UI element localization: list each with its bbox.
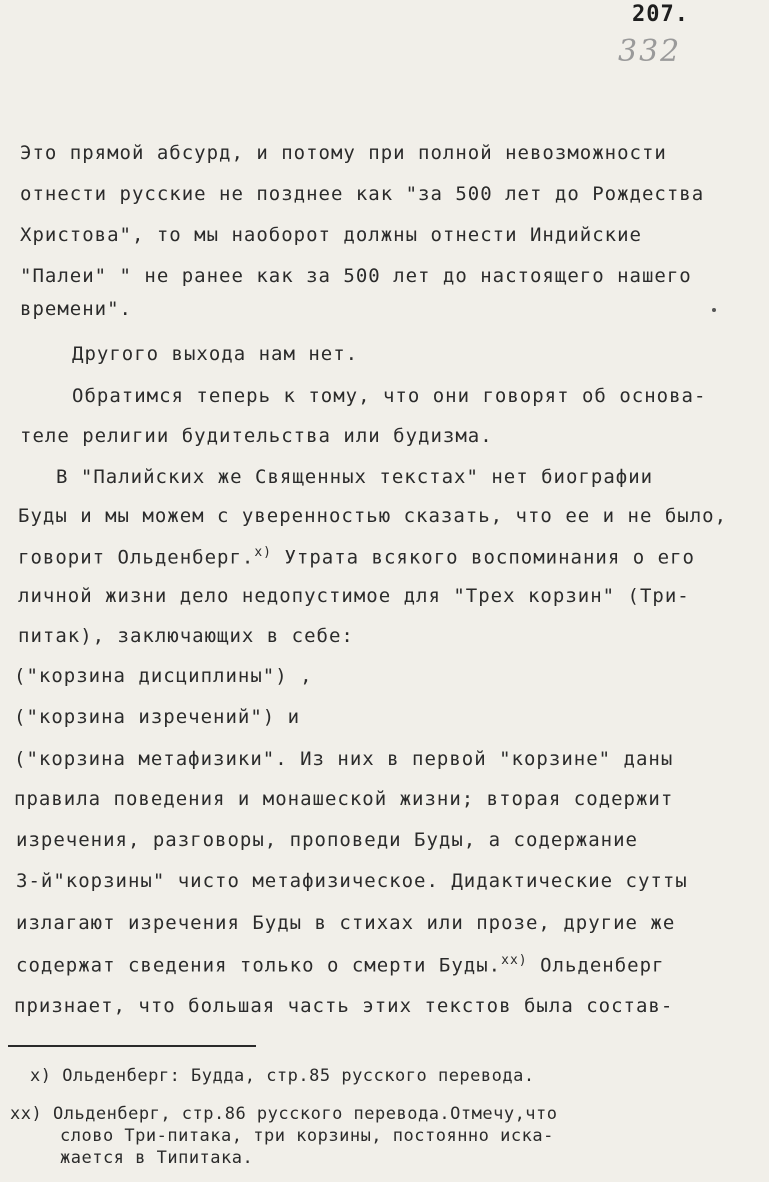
text-line: Христова", то мы наоборот должны отнести Индийские — [20, 224, 642, 246]
text-line: правила поведения и монашеской жизни; вторая содержит — [14, 788, 674, 810]
footnote-mark: x) — [30, 1066, 52, 1086]
footnote-2 — [10, 1104, 558, 1124]
footnote-text: Ольденберг, стр.86 русского перевода.Отмечу,что — [52, 1104, 558, 1124]
footnote-mark: xx) — [10, 1104, 43, 1124]
text-line: времени". — [20, 298, 132, 320]
text-line: личной жизни дело недопустимое для "Трех корзин" (Три- — [18, 585, 690, 607]
text-line: 3-й"корзины" чисто метафизическое. Дидактические сутты — [16, 870, 688, 892]
text-line: питак), заключающих в себе: — [18, 625, 354, 647]
text-line: Буды и мы можем с уверенностью сказать, что ее и не было, — [18, 505, 728, 527]
text-line: признает, что большая часть этих текстов была состав- — [14, 995, 674, 1017]
author-reference: Ольденберг — [540, 954, 665, 977]
text-line: ("корзина изречений") и — [14, 706, 301, 728]
footnote-2-continuation: жается в Типитака. — [60, 1148, 254, 1168]
author-reference: говорит Ольденберг. — [18, 546, 255, 569]
text-line: ("корзина дисциплины") , — [14, 665, 313, 687]
footnote-1 — [30, 1066, 535, 1086]
footnote-2-continuation: слово Три-питака, три корзины, постоянно иска- — [60, 1126, 554, 1146]
footnote-mark: x) — [254, 545, 272, 560]
text-line — [16, 953, 664, 976]
footnote-mark: xx) — [501, 953, 528, 968]
text-line: Это прямой абсурд, и потому при полной невозможности — [20, 142, 667, 164]
text-line: "Палеи" " не ранее как за 500 лет до настоящего нашего — [20, 265, 692, 287]
text-line: Другого выхода нам нет. — [72, 343, 359, 365]
sentence: содержат сведения только о смерти Буды. — [16, 954, 502, 977]
text-line: излагают изречения Буды в стихах или прозе, другие же — [16, 912, 676, 934]
text-line: ("корзина метафизики". Из них в первой "корзине" даны — [14, 748, 674, 770]
footnote-text: Ольденберг: Будда, стр.85 русского перевода. — [62, 1066, 535, 1086]
text-line: В "Палийских же Священных текстах" нет биографии — [56, 466, 654, 488]
footnote-separator — [8, 1045, 256, 1047]
text-line — [18, 545, 695, 568]
handwritten-page-number: 332 — [618, 34, 682, 69]
text-line: Обратимся теперь к тому, что они говорят об основа- — [72, 385, 707, 407]
page-number: 207. — [632, 2, 689, 27]
sentence-continuation: Утрата всякого воспоминания о его — [284, 546, 695, 569]
ink-dot — [712, 308, 716, 312]
text-line: теле религии будительства или будизма. — [20, 425, 493, 447]
text-line: отнести русские не позднее как "за 500 лет до Рождества — [20, 183, 705, 205]
text-line: изречения, разговоры, проповеди Буды, а содержание — [16, 829, 638, 851]
